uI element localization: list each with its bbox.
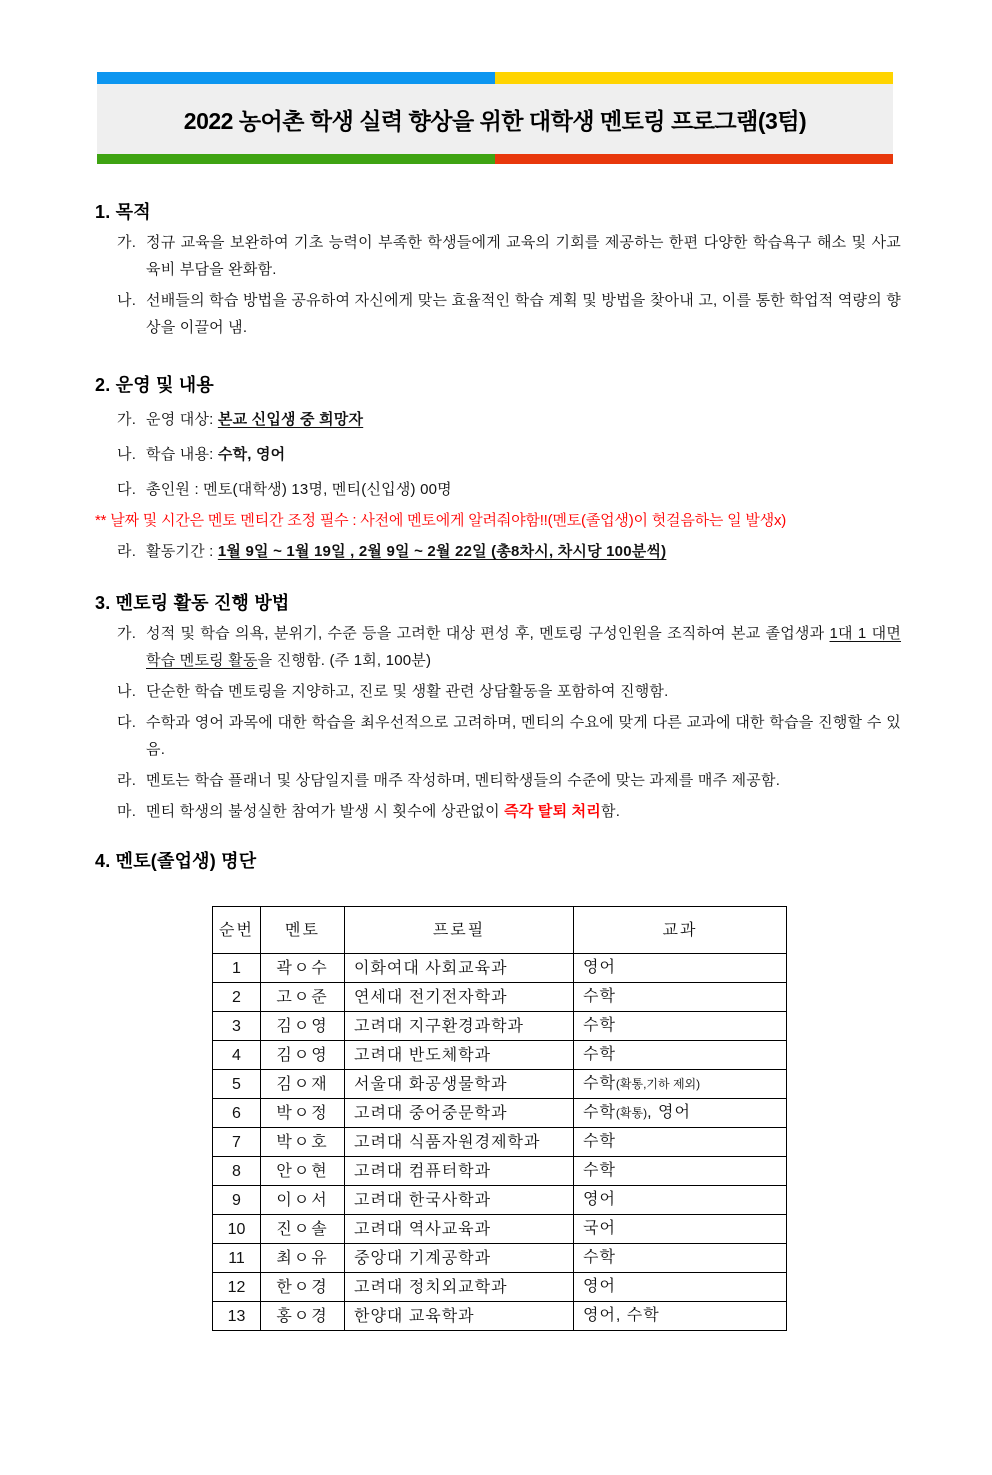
banner-top-bar (97, 72, 893, 84)
column-header-mentor: 멘토 (261, 907, 345, 954)
table-row (213, 1128, 787, 1157)
mentor-table-header (213, 907, 787, 954)
cell-subject-main: 수학 (583, 988, 616, 1005)
cell-mentor: 진ㅇ솔 (261, 1215, 345, 1244)
cell-mentor: 김ㅇ영 (261, 1041, 345, 1070)
cell-profile: 고려대 중어중문학과 (345, 1099, 574, 1128)
section-purpose-heading: 1. 목적 (95, 202, 151, 222)
item-label: 마. (117, 803, 137, 820)
section-roster-heading: 4. 멘토(졸업생) 명단 (95, 851, 257, 871)
list-item (95, 709, 901, 763)
item-label: 나. (117, 446, 137, 463)
item-label: 다. (117, 481, 137, 498)
cell-mentor: 한ㅇ경 (261, 1273, 345, 1302)
cell-subject-small: (확통,기하 제외) (615, 1077, 701, 1091)
item-text (146, 620, 901, 674)
banner-bar-blue (97, 72, 495, 84)
cell-subject-rest: , 영어 (647, 1104, 691, 1121)
cell-subject (574, 1128, 787, 1157)
item-label: 나. (117, 292, 137, 309)
cell-mentor: 박ㅇ정 (261, 1099, 345, 1128)
item-label: 가. (117, 411, 137, 428)
cell-subject-main: 수학 (583, 1046, 616, 1063)
item-text: 선배들의 학습 방법을 공유하여 자신에게 맞는 효율적인 학습 계획 및 방법을 찾아내 고, 이를 통한 학업적 역량의 향상을 이끌어 냄. (146, 292, 901, 336)
document-content (95, 200, 901, 1331)
mentor-table-body (213, 954, 787, 1331)
list-item (95, 406, 901, 433)
cell-subject (574, 1041, 787, 1070)
cell-no: 10 (213, 1215, 261, 1244)
cell-mentor: 이ㅇ서 (261, 1186, 345, 1215)
banner-bar-yellow (495, 72, 893, 84)
section-method (95, 591, 901, 825)
item-label: 나. (117, 683, 137, 700)
item-label: 라. (117, 543, 137, 560)
cell-no: 12 (213, 1273, 261, 1302)
cell-mentor: 고ㅇ준 (261, 983, 345, 1012)
cell-mentor: 박ㅇ호 (261, 1128, 345, 1157)
cell-subject (574, 1215, 787, 1244)
table-row (213, 983, 787, 1012)
item-post: 을 진행함. (주 1회, 100분) (257, 652, 432, 669)
banner-bottom-bar (97, 154, 893, 164)
cell-subject-main: 수학 (583, 1162, 616, 1179)
item-text: 정규 교육을 보완하여 기초 능력이 부족한 학생들에게 교육의 기회를 제공하는 한편 다양한 학습욕구 해소 및 사교육비 부담을 완화함. (146, 234, 901, 278)
cell-no: 8 (213, 1157, 261, 1186)
item-prefix: 학습 내용: (146, 446, 218, 463)
cell-subject (574, 1099, 787, 1128)
list-item (95, 798, 901, 825)
item-underline: 1대 1 대면 학습 멘토링 활동 (146, 625, 902, 669)
list-item (95, 441, 901, 468)
item-emphasis: 본교 신입생 중 희망자 (217, 411, 364, 428)
cell-no: 11 (213, 1244, 261, 1273)
cell-no: 3 (213, 1012, 261, 1041)
cell-subject (574, 954, 787, 983)
cell-subject (574, 983, 787, 1012)
item-text (146, 406, 901, 433)
cell-profile: 고려대 지구환경과학과 (345, 1012, 574, 1041)
cell-mentor: 홍ㅇ경 (261, 1302, 345, 1331)
banner-title-band (97, 84, 893, 154)
item-text: 수학과 영어 과목에 대한 학습을 최우선적으로 고려하며, 멘티의 수요에 맞게 다른 교과에 대한 학습을 진행할 수 있음. (146, 714, 901, 758)
table-row (213, 1041, 787, 1070)
item-text: 멘토는 학습 플래너 및 상담일지를 매주 작성하며, 멘티학생들의 수준에 맞는 과제를 매주 제공함. (146, 772, 781, 789)
cell-subject (574, 1186, 787, 1215)
cell-mentor: 곽ㅇ수 (261, 954, 345, 983)
column-header-profile: 프로필 (345, 907, 574, 954)
title-banner (97, 72, 893, 164)
cell-profile: 고려대 식품자원경제학과 (345, 1128, 574, 1157)
item-text (146, 441, 901, 468)
cell-subject-main: 영어 (583, 1191, 616, 1208)
list-item (95, 538, 901, 565)
cell-profile: 서울대 화공생물학과 (345, 1070, 574, 1099)
cell-profile: 이화여대 사회교육과 (345, 954, 574, 983)
cell-mentor: 안ㅇ현 (261, 1157, 345, 1186)
item-text (146, 798, 901, 825)
table-row (213, 1215, 787, 1244)
cell-mentor: 김ㅇ영 (261, 1012, 345, 1041)
cell-subject-main: 영어, 수학 (583, 1307, 660, 1324)
cell-subject-main: 수학 (583, 1104, 616, 1121)
cell-profile: 고려대 반도체학과 (345, 1041, 574, 1070)
item-pre: 멘티 학생의 불성실한 참여가 발생 시 횟수에 상관없이 (146, 803, 505, 820)
banner-bar-green (97, 154, 495, 164)
table-row (213, 1157, 787, 1186)
cell-profile: 중앙대 기계공학과 (345, 1244, 574, 1273)
table-row (213, 1186, 787, 1215)
cell-subject-main: 수학 (583, 1133, 616, 1150)
cell-profile: 고려대 정치외교학과 (345, 1273, 574, 1302)
schedule-warning-note: ** 날짜 및 시간은 멘토 멘티간 조정 필수 : 사전에 멘토에게 알려줘야함!!(멘토(졸업생)이 헛걸음하는 일 발생x) (95, 512, 787, 529)
cell-subject-small: (확통) (615, 1106, 648, 1120)
mentor-table (212, 906, 787, 1331)
item-label: 가. (117, 625, 137, 642)
cell-profile: 고려대 한국사학과 (345, 1186, 574, 1215)
section-roster (95, 849, 901, 1331)
cell-no: 9 (213, 1186, 261, 1215)
cell-subject-main: 수학 (583, 1017, 616, 1034)
item-label: 라. (117, 772, 137, 789)
item-label: 가. (117, 234, 137, 251)
cell-subject-main: 수학 (583, 1249, 616, 1266)
item-emphasis: 수학, 영어 (217, 446, 286, 463)
cell-profile: 고려대 컴퓨터학과 (345, 1157, 574, 1186)
cell-subject-main: 수학 (583, 1075, 616, 1092)
list-item (95, 287, 901, 341)
cell-no: 1 (213, 954, 261, 983)
document-title: 2022 농어촌 학생 실력 향상을 위한 대학생 멘토링 프로그램(3텀) (183, 107, 807, 134)
item-text: 단순한 학습 멘토링을 지양하고, 진로 및 생활 관련 상담활동을 포함하여 진행함. (146, 683, 669, 700)
table-row (213, 1244, 787, 1273)
cell-subject (574, 1302, 787, 1331)
cell-subject-main: 영어 (583, 1278, 616, 1295)
table-row (213, 954, 787, 983)
section-purpose (95, 200, 901, 341)
item-prefix: 운영 대상: (146, 411, 218, 428)
cell-subject (574, 1157, 787, 1186)
cell-subject-main: 영어 (583, 959, 616, 976)
cell-mentor: 최ㅇ유 (261, 1244, 345, 1273)
table-row (213, 1273, 787, 1302)
cell-profile: 연세대 전기전자학과 (345, 983, 574, 1012)
column-header-no: 순번 (213, 907, 261, 954)
cell-no: 7 (213, 1128, 261, 1157)
table-row (213, 1012, 787, 1041)
table-row (213, 1302, 787, 1331)
cell-no: 2 (213, 983, 261, 1012)
item-text (146, 538, 901, 565)
item-label: 다. (117, 714, 137, 731)
cell-profile: 고려대 역사교육과 (345, 1215, 574, 1244)
section-operation-heading: 2. 운영 및 내용 (95, 375, 214, 395)
cell-no: 5 (213, 1070, 261, 1099)
document-page (0, 72, 992, 1475)
cell-no: 6 (213, 1099, 261, 1128)
expulsion-warning: 즉각 탈퇴 처리 (504, 803, 602, 820)
cell-subject (574, 1070, 787, 1099)
table-row (213, 1099, 787, 1128)
activity-period: 1월 9일 ~ 1월 19일 , 2월 9일 ~ 2월 22일 (총8차시, 차시당 100분씩) (217, 543, 667, 560)
cell-subject-main: 국어 (583, 1220, 616, 1237)
item-pre: 성적 및 학습 의욕, 분위기, 수준 등을 고려한 대상 편성 후, 멘토링 구성인원을 조직하여 본교 졸업생과 (146, 625, 830, 642)
banner-bar-red (495, 154, 893, 164)
list-item (95, 767, 901, 794)
section-method-heading: 3. 멘토링 활동 진행 방법 (95, 593, 290, 613)
cell-mentor: 김ㅇ재 (261, 1070, 345, 1099)
cell-subject (574, 1012, 787, 1041)
list-item (95, 678, 901, 705)
cell-no: 4 (213, 1041, 261, 1070)
item-prefix: 활동기간 : (146, 543, 218, 560)
list-item (95, 476, 901, 503)
item-text: 총인원 : 멘토(대학생) 13명, 멘티(신입생) 00명 (146, 481, 452, 498)
list-item (95, 229, 901, 283)
cell-subject (574, 1244, 787, 1273)
table-row (213, 1070, 787, 1099)
cell-profile: 한양대 교육학과 (345, 1302, 574, 1331)
cell-subject (574, 1273, 787, 1302)
list-item (95, 620, 901, 674)
column-header-subject: 교과 (574, 907, 787, 954)
item-post: 함. (601, 803, 621, 820)
cell-no: 13 (213, 1302, 261, 1331)
section-operation (95, 373, 901, 565)
